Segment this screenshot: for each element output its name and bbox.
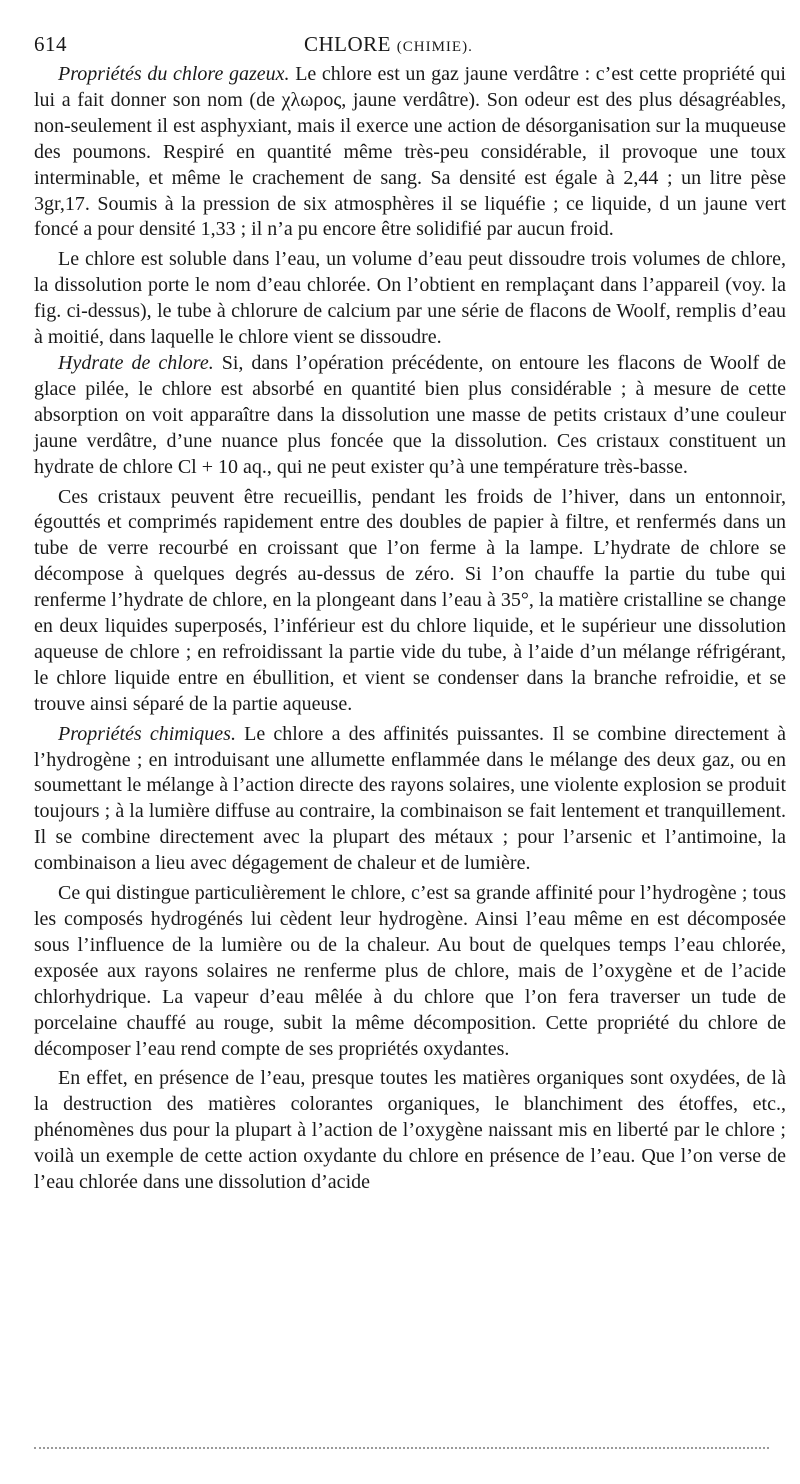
section-lead: Hydrate de chlore. (58, 351, 214, 374)
section-lead: Propriétés du chlore gazeux. (58, 63, 290, 85)
paragraph-chlore-gazeux (34, 62, 786, 243)
running-head-title: CHLORE (304, 32, 391, 56)
body-text (34, 62, 786, 1196)
page (34, 28, 786, 1196)
paragraph-text: Le chlore est un gaz jaune verdâtre : c’est cette propriété qui lui a fait donner son nom (de χλωρος, jaune verdâtre). Son odeur est des plus désagréables, non-seulement il est asphyxiant, mais il exerce une action de désorganisation sur la muqueuse des poumons. Respiré en quantité même très-peu considérable, il provoque une toux interminable, et même le crachement de sang. Sa densité est égale à 2,44 ; un litre pèse 3gr,17. Soumis à la pression de six atmosphères il se liquéfie ; ce liquide, d un jaune vert foncé a pour densité 1,33 ; il n’a pu encore être solidifié par aucun froid. (34, 63, 786, 241)
page-number: 614 (34, 32, 67, 56)
paragraph-hydrate (34, 351, 786, 481)
paragraph-cristaux (34, 485, 786, 718)
running-head (304, 32, 473, 57)
page-header (34, 28, 786, 62)
section-lead: Propriétés chimiques. (58, 722, 236, 745)
bottom-edge-rule (34, 1447, 769, 1449)
paragraph-text: Ce qui distingue particulièrement le chlore, c’est sa grande affinité pour l’hydrogène ; tous les composés hydrogénés lui cèdent leur hydrogène. Ainsi l’eau même en est décomposée sous l’influence de la lumière ou de la chaleur. Au bout de quelques temps l’eau chlorée, exposée aux rayons solaires ne renferme plus de chlore, mais de l’oxygène et de l’acide chlorhydrique. La vapeur d’eau mêlée à du chlore que l’on fera traverser un tude de porcelaine chauffé au rouge, subit la même décomposition. Cette propriété du chlore de décomposer l’eau rend compte de ses propriétés oxydantes. (34, 882, 786, 1060)
paragraph-text: En effet, en présence de l’eau, presque toutes les matières organiques sont oxydées, de là la destruction des matières colorantes organiques, le blanchiment des étoffes, etc., phénomènes dus pour la plupart à l’action de l’oxygène naissant mis en liberté par le chlore ; voilà un exemple de cette action oxydante du chlore en présence de l’eau. Que l’on verse de l’eau chlorée dans une dissolution d’acide (34, 1067, 786, 1194)
paragraph-proprietes-chimiques (34, 722, 786, 877)
paragraph-text: Ces cristaux peuvent être recueillis, pendant les froids de l’hiver, dans un entonnoir, égouttés et comprimés rapidement entre des doubles de papier à filtre, et renfermés dans un tube de verre recourbé en croissant que l’on ferme à la lampe. L’hydrate de chlore se décompose à quelques degrés au-dessus de zéro. Si l’on chauffe la partie du tube qui renferme l’hydrate de chlore, en la plongeant dans l’eau à 35°, la matière cristalline se change en deux liquides superposés, l’inférieur est du chlore liquide, et le supérieur une dissolution aqueuse de chlore ; en refroidissant la partie vide du tube, à l’aide d’un mélange réfrigérant, le chlore liquide entre en ébullition, et vient se condenser dans la branche refroidie, et se trouve ainsi séparé de la partie aqueuse. (34, 485, 786, 715)
paragraph-oxydation (34, 1066, 786, 1196)
paragraph-text: Le chlore est soluble dans l’eau, un volume d’eau peut dissoudre trois volumes de chlore, la dissolution porte le nom d’eau chlorée. On l’obtient en remplaçant dans l’appareil (voy. la fig. ci-dessus), le tube à chlorure de calcium par une série de flacons de Woolf, remplis d’eau à moitié, dans laquelle le chlore vient se dissoudre. (34, 248, 786, 349)
paragraph-text: Le chlore a des affinités puissantes. Il se combine directement à l’hydrogène ; en introduisant une allumette enflammée dans le mélange des deux gaz, ou en soumettant le mélange à l’action directe des rayons solaires, une violente explosion se produit toujours ; à la lumière diffuse au contraire, la combinaison se fait lentement et tranquillement. Il se combine directement avec la plupart des métaux ; pour l’arsenic et l’antimoine, la combinaison a lieu avec dégagement de chaleur et de lumière. (34, 722, 786, 875)
paragraph-solubilite (34, 247, 786, 351)
paragraph-text: Si, dans l’opération précédente, on entoure les flacons de Woolf de glace pilée, le chlore est absorbé en quantité bien plus considérable ; à mesure de cette absorption on voit apparaître dans la dissolution une masse de petits cristaux d’une couleur jaune verdâtre, d’une nuance plus foncée que la dissolution. Ces cristaux constituent un hydrate de chlore Cl + 10 aq., qui ne peut exister qu’à une température très-basse. (34, 351, 787, 478)
paragraph-affinite-hydrogene (34, 881, 786, 1062)
running-head-subtitle: (CHIMIE). (396, 39, 473, 55)
